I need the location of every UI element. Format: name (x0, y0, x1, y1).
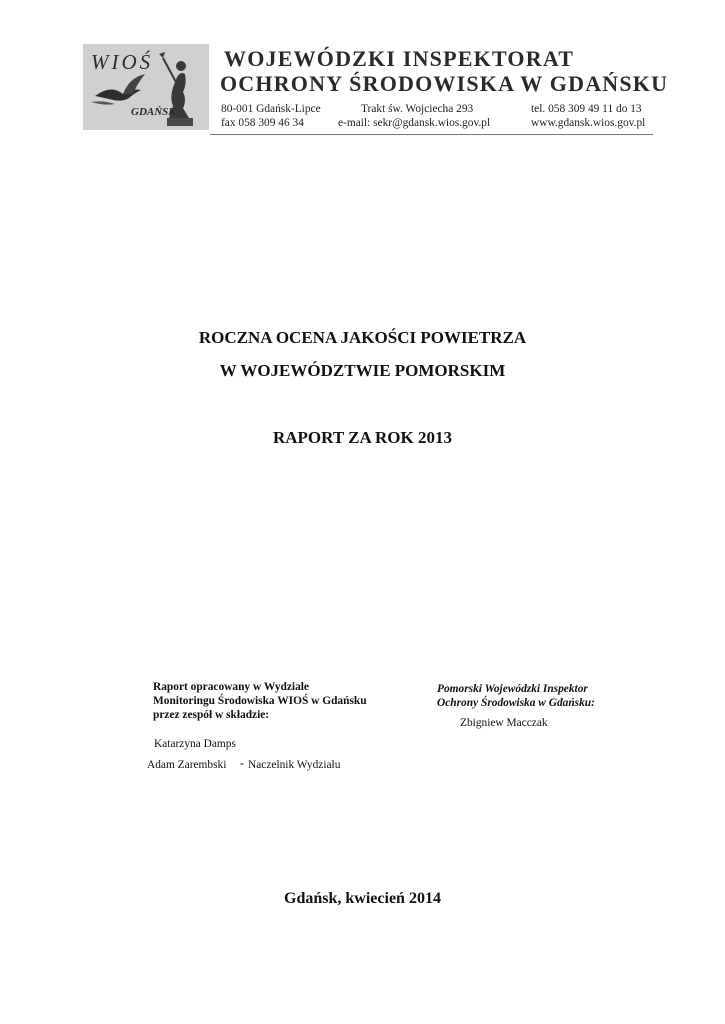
team-member-role: Naczelnik Wydziału (248, 759, 341, 771)
header-divider (210, 134, 653, 135)
place-and-date: Gdańsk, kwiecień 2014 (284, 890, 441, 907)
prepared-by-line1: Raport opracowany w Wydziale (153, 681, 309, 693)
header-street: Trakt św. Wojciecha 293 (361, 103, 474, 115)
header-email: e-mail: sekr@gdansk.wios.gov.pl (338, 117, 491, 129)
inspector-name: Zbigniew Macczak (460, 717, 548, 729)
inspector-title-line2: Ochrony Środowiska w Gdańsku: (437, 697, 595, 709)
header-website: www.gdansk.wios.gov.pl (531, 117, 646, 129)
team-member: Adam Zarembski (147, 759, 227, 771)
logo-wios-text: WIOŚ (91, 50, 154, 74)
role-dash: - (240, 758, 244, 770)
report-subtitle: RAPORT ZA ROK 2013 (272, 428, 453, 447)
header-phone: tel. 058 309 49 11 do 13 (531, 103, 642, 115)
logo-city-text: GDAŃSK (131, 106, 176, 118)
wios-logo (83, 44, 209, 130)
report-title-line2: W WOJEWÓDZTWIE POMORSKIM (219, 361, 506, 380)
inspector-title-line1: Pomorski Wojewódzki Inspektor (437, 683, 588, 695)
team-member: Katarzyna Damps (154, 738, 236, 750)
prepared-by-line3: przez zespół w składzie: (153, 709, 270, 721)
header-postal-address: 80-001 Gdańsk-Lipce (221, 103, 321, 115)
prepared-by-line2: Monitoringu Środowiska WIOŚ w Gdańsku (153, 695, 367, 707)
header-fax: fax 058 309 46 34 (221, 117, 304, 129)
institution-name-line2: OCHRONY ŚRODOWISKA W GDAŃSKU (220, 71, 669, 96)
institution-name-line1: WOJEWÓDZKI INSPEKTORAT (224, 46, 575, 71)
report-title-line1: ROCZNA OCENA JAKOŚCI POWIETRZA (198, 328, 527, 347)
